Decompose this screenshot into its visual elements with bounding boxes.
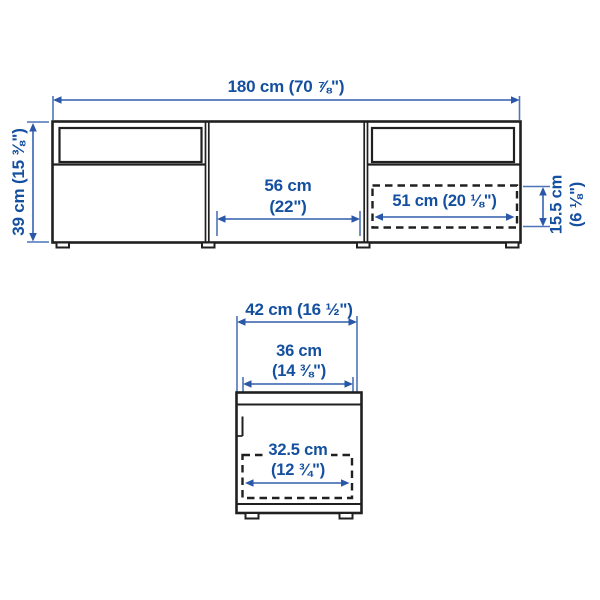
front-middle-width-inch: (22") (269, 196, 307, 216)
side-drawer-depth-inch: (12 ¾") (268, 461, 328, 479)
front-foot-2 (202, 243, 215, 248)
arrow-36-head-left (243, 380, 252, 388)
arrow-15-head-bottom (539, 218, 547, 227)
side-drawer-depth-cm: 32.5 cm (265, 441, 330, 459)
side-foot-back (340, 513, 353, 519)
side-total-depth-label: 42 cm (16 ½") (245, 300, 353, 319)
front-view-diagram (27, 96, 550, 248)
front-total-width-label: 180 cm (70 ⅞") (227, 77, 345, 96)
front-middle-width-label (238, 176, 338, 217)
arrow-180-head-left (53, 96, 62, 104)
side-inner-depth-cm: 36 cm (276, 342, 322, 360)
front-total-height-label: 39 cm (15 ⅜") (9, 128, 28, 236)
arrow-39-head-top (29, 123, 37, 132)
front-middle-width-cm: 56 cm (264, 176, 312, 195)
front-drawer-width-label: 51 cm (20 ⅛") (392, 192, 497, 210)
side-foot-front (246, 513, 259, 519)
side-drawer-depth-label (248, 441, 348, 480)
front-drawer-height-inch: (6 ⅛") (567, 181, 585, 228)
front-foot-3 (357, 243, 370, 248)
front-drawer-height-cm: 15.5 cm (547, 174, 566, 235)
arrow-39-head-bottom (29, 233, 37, 242)
arrow-15-head-top (539, 187, 547, 196)
arrow-180-head-right (511, 96, 520, 104)
side-inner-depth-label (249, 342, 349, 381)
front-drawer-height-label (548, 159, 587, 251)
front-foot-4 (506, 243, 519, 248)
front-foot-1 (57, 243, 70, 248)
side-inner-depth-inch: (14 ⅜") (271, 361, 327, 380)
arrow-36-head-right (345, 380, 354, 388)
